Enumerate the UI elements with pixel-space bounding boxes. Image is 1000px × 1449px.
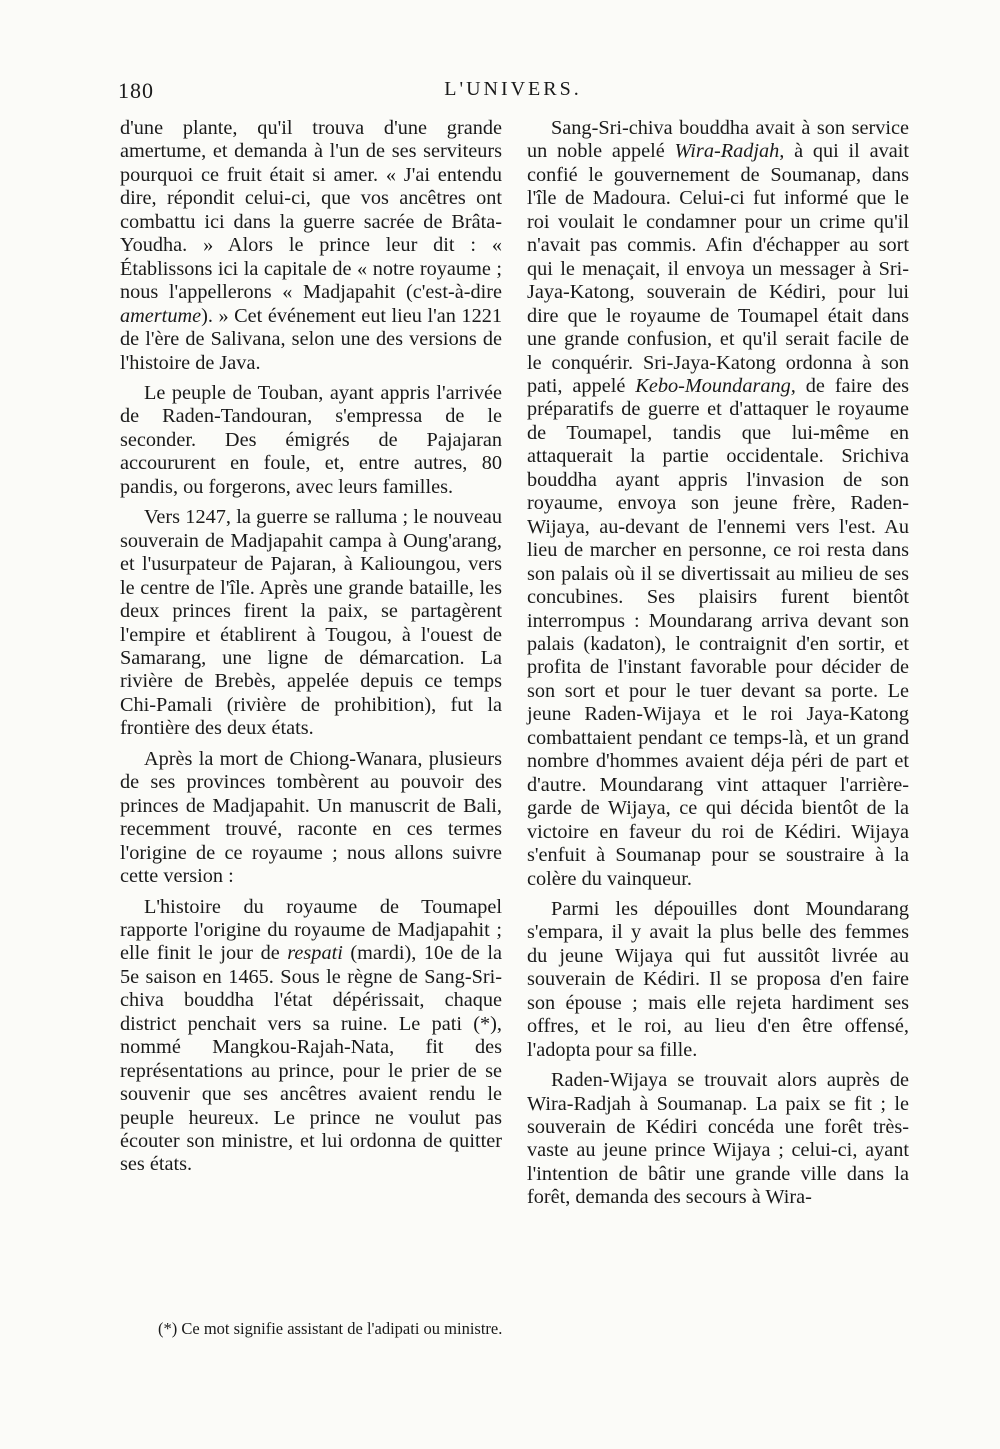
right-column — [527, 117, 909, 1217]
paragraph: Le peuple de Touban, ayant appris l'arrivée de Raden-Tandouran, s'empressa de le seconder. Des émigrés de Pajajaran accoururent en foule, et, entre autres, 80 pandis, ou forgerons, avec leurs familles. — [120, 381, 502, 498]
italic-name: Wira-Radjah, — [674, 140, 785, 163]
page-header — [118, 78, 908, 108]
italic-name: Kebo-Moundarang, — [635, 374, 796, 397]
left-column — [120, 117, 502, 1184]
italic-term: respati — [287, 942, 343, 965]
paragraph: L'histoire du royaume de Toumapel rapporte l'origine du royaume de Madjapahit ; elle finit le jour de respati (mardi), 10e de la 5e saison en 1465. Sous le règne de Sang-Sri-chiva bouddha l'état dépérissait, chaque district penchait vers sa ruine. Le pati (*), nommé Mangkou-Rajah-Nata, fit des représentations au prince, pour le prier de se souvenir que ses ancêtres avaient rendu le peuple heureux. Le prince ne voulut pas écouter son ministre, et lui ordonna de quitter ses états. — [120, 895, 502, 1176]
italic-term: amertume — [120, 304, 202, 327]
paragraph: Parmi les dépouilles dont Moundarang s'empara, il y avait la plus belle des femmes du jeune Wijaya qui fut aussitôt livrée au souverain de Kédiri. Il se proposa d'en faire son épouse ; mais elle rejeta hardiment ses offres, et le roi, au lieu d'en être offensé, l'adopta pour sa fille. — [527, 897, 909, 1061]
paragraph: Sang-Sri-chiva bouddha avait à son service un noble appelé Wira-Radjah, à qui il avait confié le gouvernement de Soumanap, dans l'île de Madoura. Celui-ci fut informé que le roi voulait le condamner pour un crime qu'il n'avait pas commis. Afin d'échapper au sort qui le menaçait, il envoya un messager à Sri-Jaya-Katong, souverain de Kédiri, pour lui dire que le royaume de Toumapel était dans une grande confusion, et qu'il serait facile de le conquérir. Sri-Jaya-Katong ordonna à son pati, appelé Kebo-Moundarang, de faire des préparatifs de guerre et d'attaquer le royaume de Toumapel, tandis que lui-même en attaquerait la partie occidentale. Srichiva bouddha ayant appris l'invasion de son royaume, envoya son jeune frère, Raden-Wijaya, au-devant de l'ennemi vers l'est. Au lieu de marcher en personne, ce roi resta dans son palais où il se divertissait au milieu de ses concubines. Ses plaisirs furent bientôt interrompus : Moundarang arriva devant son palais (kadaton), le contraignit d'en sortir, et profita de l'instant favorable pour décider de son sort et pour le tuer devant sa porte. Le jeune Raden-Wijaya et le roi Jaya-Katong combattaient pendant ce temps-là, et un grand nombre d'hommes avaient déja péri de part et d'autre. Moundarang vint attaquer l'arrière-garde de Wijaya, ce qui décida bientôt de la victoire en faveur du roi de Kédiri. Wijaya s'enfuit à Soumanap pour se soustraire à la colère du vainqueur. — [527, 117, 909, 890]
paragraph: d'une plante, qu'il trouva d'une grande amertume, et demanda à l'un de ses serviteurs pourquoi ce fruit était si amer. « J'ai entendu dire, répondit celui-ci, que vos ancêtres ont combattu ici dans la guerre sacrée de Brâta-Youdha. » Alors le prince leur dit : « Établissons ici la capitale de « notre royaume ; nous l'appellerons « Madjapahit (c'est-à-dire amertume). » Cet événement eut lieu l'an 1221 de l'ère de Salivana, selon une des versions de l'histoire de Java. — [120, 117, 502, 374]
paragraph: Après la mort de Chiong-Wanara, plusieurs de ses provinces tombèrent au pouvoir des princes de Madjapahit. Un manuscrit de Bali, recemment trouvé, raconte en ces termes l'origine de ce royaume ; nous allons suivre cette version : — [120, 747, 502, 888]
running-title: L'UNIVERS. — [444, 78, 582, 100]
paragraph: Raden-Wijaya se trouvait alors auprès de Wira-Radjah à Soumanap. La paix se fit ; le souverain de Kédiri concéda une forêt très-vaste au jeune prince Wijaya ; celui-ci, ayant l'intention de bâtir une grande ville dans la forêt, demanda des secours à Wira- — [527, 1069, 909, 1209]
paragraph: Vers 1247, la guerre se ralluma ; le nouveau souverain de Madjapahit campa à Oung'arang, et l'usurpateur de Pajaran, à Kalioungou, vers le centre de l'île. Après une grande bataille, les deux princes firent la paix, se partagèrent l'empire et établirent à Tougou, à l'ouest de Samarang, une ligne de démarcation. La rivière de Brebès, appelée depuis ce temps Chi-Pamali (rivière de prohibition), fut la frontière des deux états. — [120, 506, 502, 740]
footnote: (*) Ce mot signifie assistant de l'adipati ou ministre. — [158, 1319, 503, 1338]
page-number: 180 — [118, 78, 154, 103]
